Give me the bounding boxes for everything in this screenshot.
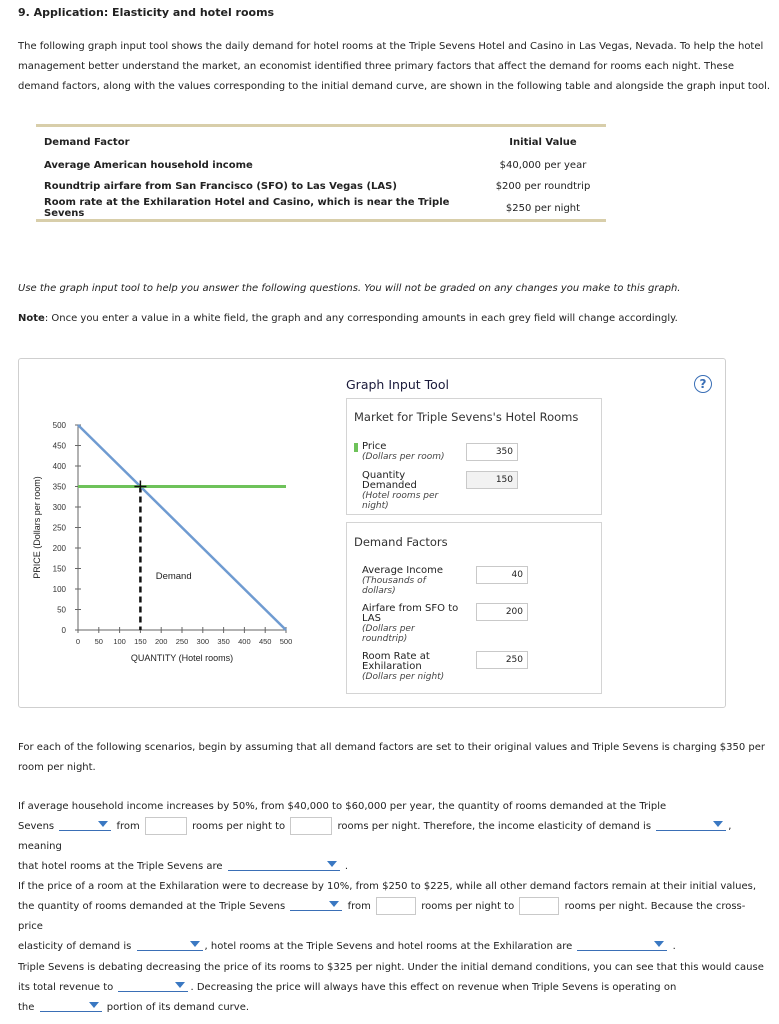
demand-graph xyxy=(24,410,324,670)
room-rate-label-line2: Exhilaration xyxy=(362,661,422,672)
factor-value: $250 per night xyxy=(505,202,581,214)
quantity-label-line2: Demanded xyxy=(362,480,417,491)
x-tick-label: 450 xyxy=(258,637,272,646)
demand-factors-title: Demand Factors xyxy=(354,535,448,549)
question-2: If the price of a room at the Exhilaration were to decrease by 10%, from $250 to $225, while all other demand factors remain at their initial values, the quantity of rooms demanded at the Triple Sevens from rooms per night to rooms per night. Because the cross-price elasticity of demand is , hotel rooms at the Triple Sevens and hotel rooms at the Exhilaration are . xyxy=(18,881,757,952)
y-tick-label: 150 xyxy=(52,564,66,574)
airfare-label-line2: LAS xyxy=(362,613,381,624)
q2-to-input[interactable] xyxy=(519,897,559,915)
factor-name: Average American household income xyxy=(44,160,253,171)
note-label: Note xyxy=(18,313,45,324)
note-body: : Once you enter a value in a white field, the graph and any corresponding amounts in each grey field will change accordingly. xyxy=(44,313,678,324)
x-tick-label: 250 xyxy=(175,637,189,646)
y-tick-label: 500 xyxy=(52,421,66,430)
airfare-units-line1: (Dollars per xyxy=(362,624,415,634)
x-tick-label: 350 xyxy=(217,637,230,646)
q2-text-d: elasticity of demand is xyxy=(18,941,132,952)
demand-curve xyxy=(78,425,286,630)
instruction-text: Use the graph input tool to help you answer the following questions. You will not be graded on any changes you make to this graph. xyxy=(18,283,681,294)
price-units: (Dollars per room) xyxy=(362,452,445,462)
factor-value: $200 per roundtrip xyxy=(495,181,591,192)
q2-from-input[interactable] xyxy=(376,897,416,915)
x-tick-label: 100 xyxy=(113,637,126,646)
col-header-factor: Demand Factor xyxy=(44,136,130,148)
x-tick-label: 500 xyxy=(279,637,293,646)
q1-text-a: If average household income increases by 50%, from $40,000 to $60,000 per year, the quantity of rooms demanded at the Triple xyxy=(18,801,667,812)
airfare-units-line2: roundtrip) xyxy=(362,634,408,644)
q1-text-d: that hotel rooms at the Triple Sevens are xyxy=(18,861,223,872)
room-rate-label-line1: Room Rate at xyxy=(362,651,430,662)
income-units-line1: (Thousands of xyxy=(362,576,426,586)
q3-text-c: . Decreasing the price will always have this effect on revenue when Triple Sevens is operating on xyxy=(190,982,677,993)
q1-text-c: rooms per night. Therefore, the income elasticity of demand is xyxy=(337,821,652,832)
income-units-line2: dollars) xyxy=(362,586,396,596)
q1-text-b: Sevens xyxy=(18,821,55,832)
market-title: Market for Triple Sevens's Hotel Rooms xyxy=(354,410,579,424)
y-tick-label: 50 xyxy=(57,605,66,615)
y-axis-label: PRICE (Dollars per room) xyxy=(32,476,42,579)
q3-text-b: its total revenue to xyxy=(18,982,114,993)
y-tick-label: 400 xyxy=(52,462,66,471)
question-1: If average household income increases by 50%, from $40,000 to $60,000 per year, the quantity of rooms demanded at the Triple Sevens from rooms per night to rooms per night. Therefore, the income elasticity of demand is , meaning that hotel rooms at the Triple Sevens are . xyxy=(18,801,732,872)
airfare-field[interactable]: 200 xyxy=(476,603,528,621)
q3-revenue-dropdown[interactable] xyxy=(118,979,188,992)
room-rate-units: (Dollars per night) xyxy=(362,672,445,682)
q2-relationship-dropdown[interactable] xyxy=(577,938,667,951)
q1-goods-type-dropdown[interactable] xyxy=(228,858,340,871)
table-row xyxy=(36,197,606,219)
demand-curve-label: Demand xyxy=(155,570,192,582)
help-icon[interactable]: ? xyxy=(694,375,712,393)
question-3 xyxy=(18,958,768,1018)
x-axis-label: QUANTITY (Hotel rooms) xyxy=(130,653,234,663)
q3-portion-dropdown[interactable] xyxy=(40,999,102,1012)
factor-name: Room rate at the Exhilaration Hotel and Casino, which is near the Triple Sevens xyxy=(44,197,450,219)
x-tick-label: 300 xyxy=(196,637,210,646)
scenario-intro: For each of the following scenarios, begin by assuming that all demand factors are set to their original values and Triple Sevens is charging $350 per room per night. xyxy=(18,742,766,773)
note-text xyxy=(18,313,678,324)
income-label: Average Income xyxy=(362,565,444,576)
y-tick-label: 350 xyxy=(52,482,66,492)
q2-text-c: rooms per night. Because the cross-price xyxy=(18,901,746,932)
y-tick-label: 0 xyxy=(61,626,66,635)
x-tick-label: 150 xyxy=(134,637,147,646)
room-rate-field[interactable]: 250 xyxy=(476,651,528,669)
q2-mid: rooms per night to xyxy=(421,901,515,912)
y-tick-label: 450 xyxy=(52,441,66,451)
q1-mid: rooms per night to xyxy=(192,821,286,832)
price-field[interactable]: 350 xyxy=(466,443,518,461)
q2-from: from xyxy=(347,901,371,912)
q1-from-input[interactable] xyxy=(145,817,187,835)
x-tick-label: 50 xyxy=(94,637,103,646)
income-field[interactable]: 40 xyxy=(476,566,528,584)
q1-change-dropdown[interactable] xyxy=(59,818,111,831)
q2-cross-elasticity-dropdown[interactable] xyxy=(137,938,203,951)
price-legend-swatch xyxy=(354,443,358,452)
q3-text-a: Triple Sevens is debating decreasing the price of its rooms to $325 per night. Under the initial demand conditions, you can see that this would cause xyxy=(18,962,764,973)
q1-to-input[interactable] xyxy=(290,817,332,835)
airfare-label-line1: Airfare from SFO to xyxy=(362,603,459,614)
y-tick-label: 100 xyxy=(52,585,66,594)
y-tick-label: 300 xyxy=(52,503,66,512)
demand-factor-table xyxy=(36,124,606,222)
intro-paragraph: The following graph input tool shows the daily demand for hotel rooms at the Triple Sevens Hotel and Casino in Las Vegas, Nevada. To help the hotel management better understand the market, an economist identified three primary factors that affect the demand for rooms each night. These demand factors, along with the values corresponding to the initial demand curve, are shown in the following table and alongside the graph input tool. xyxy=(18,41,771,92)
graph-tool-title: Graph Input Tool xyxy=(346,377,449,392)
x-tick-label: 200 xyxy=(154,637,168,646)
table-row xyxy=(36,176,606,197)
factor-value: $40,000 per year xyxy=(499,160,587,171)
table-row xyxy=(36,155,606,176)
q3-text-d: portion of its demand curve. xyxy=(106,1002,250,1013)
q1-from: from xyxy=(116,821,140,832)
x-tick-label: 400 xyxy=(238,637,251,646)
quantity-units-line1: (Hotel rooms per xyxy=(362,491,439,501)
q2-text-a: If the price of a room at the Exhilaration were to decrease by 10%, from $250 to $225, while all other demand factors remain at their initial values, xyxy=(18,881,757,892)
q1-elasticity-dropdown[interactable] xyxy=(656,818,726,831)
q2-text-e: , hotel rooms at the Triple Sevens and hotel rooms at the Exhilaration are xyxy=(204,941,573,952)
y-tick-label: 250 xyxy=(52,523,66,533)
y-tick-label: 200 xyxy=(52,544,66,553)
question-title: 9. Application: Elasticity and hotel rooms xyxy=(18,6,275,19)
quantity-demanded-field: 150 xyxy=(466,471,518,489)
col-header-value: Initial Value xyxy=(509,136,577,148)
x-tick-label: 0 xyxy=(75,637,81,646)
q2-text-b: the quantity of rooms demanded at the Triple Sevens xyxy=(18,901,286,912)
q2-change-dropdown[interactable] xyxy=(290,898,342,911)
price-label: Price xyxy=(362,441,387,452)
factor-name: Roundtrip airfare from San Francisco (SFO) to Las Vegas (LAS) xyxy=(44,181,397,192)
q3-the: the xyxy=(18,1002,35,1013)
quantity-units-line2: night) xyxy=(362,501,389,511)
quantity-label-line1: Quantity xyxy=(362,470,406,481)
q1-meaning: , meaning xyxy=(18,821,732,852)
